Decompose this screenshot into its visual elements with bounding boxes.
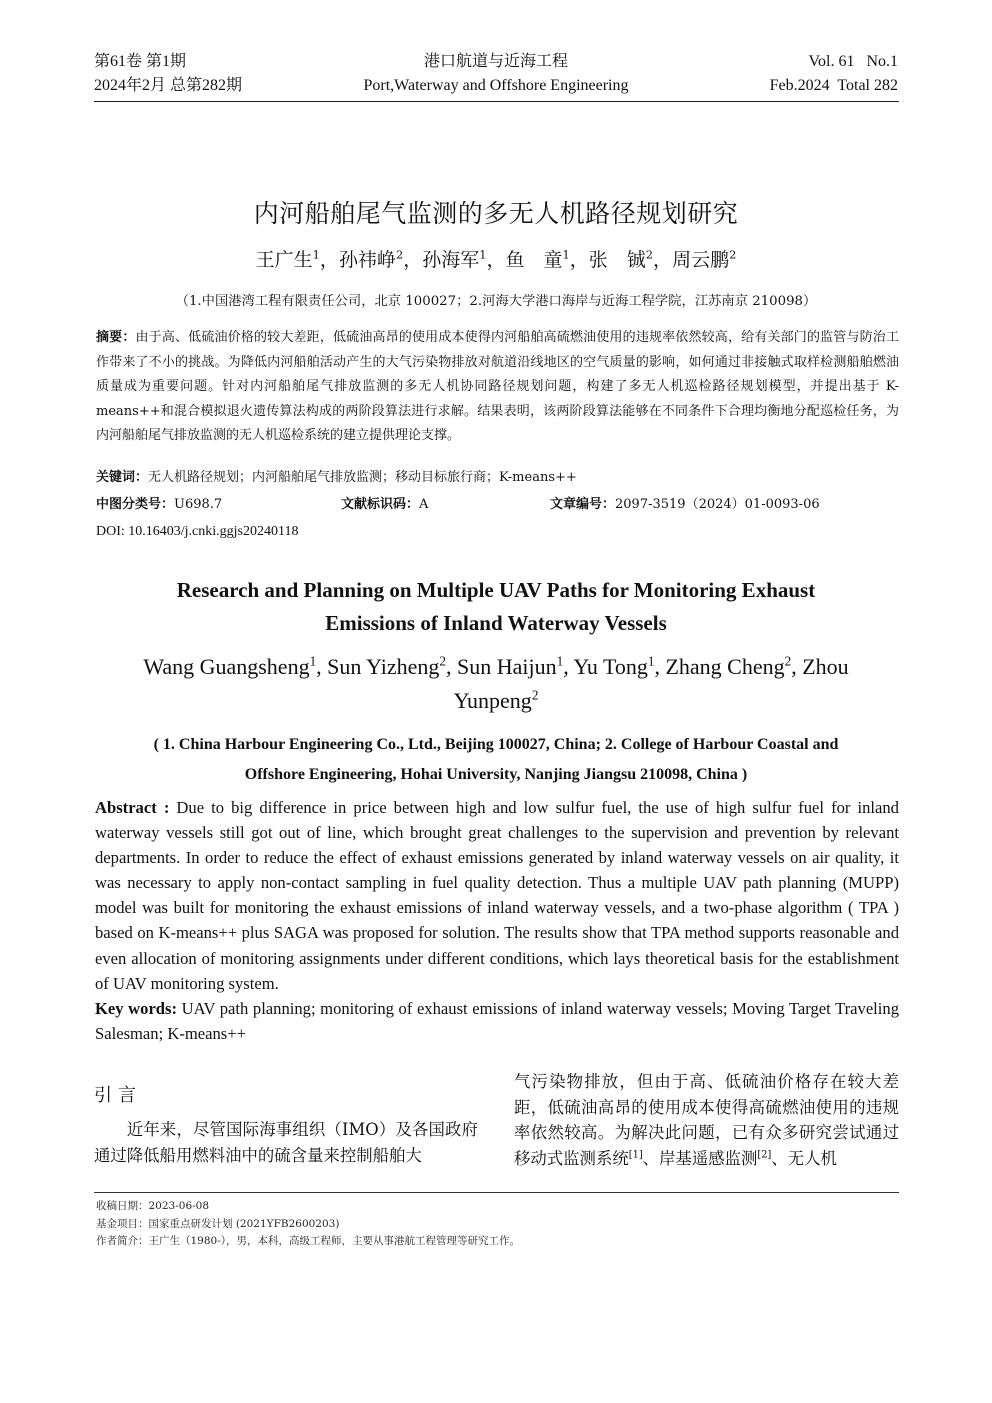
author-affiliation-mark: 1 bbox=[647, 653, 655, 669]
journal-name-cn: 港口航道与近海工程 bbox=[423, 53, 568, 70]
author-name-en: Zhou Yunpeng bbox=[453, 654, 849, 713]
affiliation-en-line2: Offshore Engineering, Hohai University, Nanjing Jiangsu 210098, China ) bbox=[244, 766, 748, 783]
author-affiliation-mark: 1 bbox=[312, 247, 320, 262]
author-name-en: Yu Tong bbox=[573, 654, 648, 679]
footnote-divider bbox=[94, 1192, 899, 1193]
author-affiliation-mark: 1 bbox=[309, 653, 317, 669]
abstract-en bbox=[95, 795, 899, 996]
keywords-en bbox=[95, 996, 899, 1046]
keywords-cn bbox=[96, 467, 577, 489]
author-name-en: Wang Guangsheng bbox=[143, 654, 310, 679]
article-no-value: 2097-3519（2024）01-0093-06 bbox=[615, 497, 820, 512]
title-en-line2: Emissions of Inland Waterway Vessels bbox=[325, 611, 667, 635]
received-date: 收稿日期：2023-06-08 bbox=[96, 1200, 210, 1212]
paper-title-en bbox=[0, 574, 992, 640]
author-name-en: Sun Yizheng bbox=[327, 654, 440, 679]
journal-name-en: Port,Waterway and Offshore Engineering bbox=[363, 77, 629, 94]
author-list-cn: 王广生$^1$，孙祎峥$^2$，孙海军$^1$，鱼 童$^1$，张 铖$^2$，周云鹏$^2$ bbox=[255, 247, 737, 271]
affiliation-cn: （1.中国港湾工程有限责任公司，北京 100027；2.河海大学港口海岸与近海工程学院，江苏南京 210098） bbox=[175, 294, 817, 309]
clc-label: 中图分类号： bbox=[96, 497, 175, 512]
keywords-label-en: Key words: bbox=[95, 999, 178, 1018]
keywords-label-cn: 关键词： bbox=[96, 470, 149, 485]
paper-title-cn: 内河船舶尾气监测的多无人机路径规划研究 bbox=[253, 199, 739, 228]
author-name: 孙海军 bbox=[422, 249, 480, 271]
body-column-right bbox=[514, 1069, 899, 1171]
doc-code-value: A bbox=[419, 497, 429, 512]
citation-ref[interactable]: [1] bbox=[628, 1149, 643, 1161]
author-name: 孙祎峥 bbox=[338, 249, 396, 271]
author-name: 周云鹏 bbox=[672, 249, 730, 271]
abstract-cn bbox=[96, 326, 899, 449]
author-list-en: Wang Guangsheng$^1$, Sun Yizheng$^2$, Sun Haijun$^1$, Yu Tong$^1$, Zhang Cheng$^2$, Zhou Yunpeng$^2$ bbox=[143, 653, 849, 713]
author-affiliation-mark: 2 bbox=[439, 653, 446, 669]
author-bio: 作者简介：王广生（1980-），男，本科，高级工程师，主要从事港航工程管理等研究工作。 bbox=[96, 1235, 521, 1247]
abstract-label-en: Abstract : bbox=[95, 798, 170, 817]
author-name: 张 铖 bbox=[588, 249, 646, 271]
author-name-en: Zhang Cheng bbox=[665, 654, 785, 679]
footnotes bbox=[96, 1198, 520, 1251]
author-affiliation-mark: 1 bbox=[479, 247, 487, 262]
keywords-text-cn: 无人机路径规划；内河船舶尾气排放监测；移动目标旅行商；K-means++ bbox=[148, 470, 577, 485]
date-total-issue: 2024年2月 总第282期 bbox=[94, 77, 243, 94]
clc-number bbox=[96, 494, 222, 516]
abstract-label-cn: 摘要： bbox=[96, 330, 136, 345]
doi[interactable]: DOI: 10.16403/j.cnki.ggjs20240118 bbox=[96, 524, 299, 539]
volume-issue-en: Vol. 61 No.1 bbox=[808, 53, 898, 70]
article-no-label: 文章编号： bbox=[550, 497, 616, 512]
title-en-line1: Research and Planning on Multiple UAV Paths for Monitoring Exhaust bbox=[176, 578, 816, 602]
clc-value: U698.7 bbox=[174, 497, 223, 512]
body-column-left: 近年来，尽管国际海事组织（IMO）及各国政府通过降低船用燃料油中的硫含量来控制船舶大 bbox=[94, 1120, 478, 1165]
keywords-text-en: UAV path planning; monitoring of exhaust emissions of inland waterway vessels; Moving Target Traveling Salesman; K-means++ bbox=[95, 999, 900, 1044]
volume-issue: 第61卷 第1期 bbox=[94, 53, 187, 70]
author-affiliation-mark: 1 bbox=[562, 247, 570, 262]
affiliation-en-line1: ( 1. China Harbour Engineering Co., Ltd., Beijing 100027, China; 2. College of Harbour Coastal and bbox=[153, 736, 839, 753]
author-name: 王广生 bbox=[255, 249, 313, 271]
author-name: 鱼 童 bbox=[505, 249, 563, 271]
article-number bbox=[550, 494, 820, 516]
abstract-text-en: Due to big difference in price between high and low sulfur fuel, the use of high sulfur fuel for inland waterway vessels still got out of line, which brought great challenges to the supervision and prevention by relevant departments. In order to reduce the effect of exhaust emissions generated by inland waterway vessels on air quality, it was necessary to apply non-contact sampling in fuel quality detection. Thus a multiple UAV path planning (MUPP) model was built for monitoring the exhaust emissions of inland waterway vessels, and a two-phase algorithm ( TPA ) based on K-means++ plus SAGA was proposed for solution. The results show that TPA method supports reasonable and even allocation of monitoring assignments under different conditions, which lays theoretical basis for the establishment of UAV monitoring system. bbox=[95, 798, 899, 993]
author-affiliation-mark: 1 bbox=[556, 653, 564, 669]
body-text: 、岸基遥感监测 bbox=[642, 1148, 758, 1168]
abstract-text-cn: 由于高、低硫油价格的较大差距，低硫油高昂的使用成本使得内河船舶高硫燃油使用的违规率依然较高，给有关部门的监管与防治工作带来了不小的挑战。为降低内河船舶活动产生的大气污染物排放对航道沿线地区的空气质量的影响，如何通过非接触式取样检测船舶燃油质量成为重要问题。针对内河船舶尾气排放监测的多无人机协同路径规划问题，构建了多无人机巡检路径规划模型，并提出基于 K-means++和混合模拟退火遗传算法构成的两阶段算法进行求解。结果表明，该两阶段算法能够在不同条件下合理均衡地分配巡检任务，为内河船舶尾气排放监测的无人机巡检系统的建立提供理论支撑。 bbox=[96, 330, 899, 444]
author-affiliation-mark: 2 bbox=[531, 687, 539, 703]
doc-code-label: 文献标识码： bbox=[341, 497, 420, 512]
author-affiliation-mark: 2 bbox=[784, 653, 792, 669]
journal-volume-info-en bbox=[770, 50, 898, 98]
citation-ref[interactable]: [2] bbox=[757, 1149, 772, 1161]
document-code bbox=[341, 494, 428, 516]
author-affiliation-mark: 2 bbox=[645, 247, 654, 262]
date-total-en: Feb.2024 Total 282 bbox=[769, 77, 898, 94]
body-text: 气污染物排放，但由于高、低硫油价格存在较大差距，低硫油高昂的使用成本使得高硫燃油使用的违规率依然较高。为解决此问题，已有众多研究尝试通过移动式监测系统 bbox=[514, 1072, 899, 1168]
section-heading-introduction: 引言 bbox=[94, 1085, 142, 1106]
header-divider bbox=[94, 101, 899, 102]
author-affiliation-mark: 2 bbox=[729, 247, 737, 262]
author-name-en: Sun Haijun bbox=[457, 654, 557, 679]
author-affiliation-mark: 2 bbox=[395, 247, 404, 262]
affiliation-en bbox=[100, 730, 892, 790]
funding-info: 基金项目：国家重点研发计划 (2021YFB2600203) bbox=[96, 1217, 340, 1230]
body-text: 、无人机 bbox=[771, 1148, 837, 1168]
